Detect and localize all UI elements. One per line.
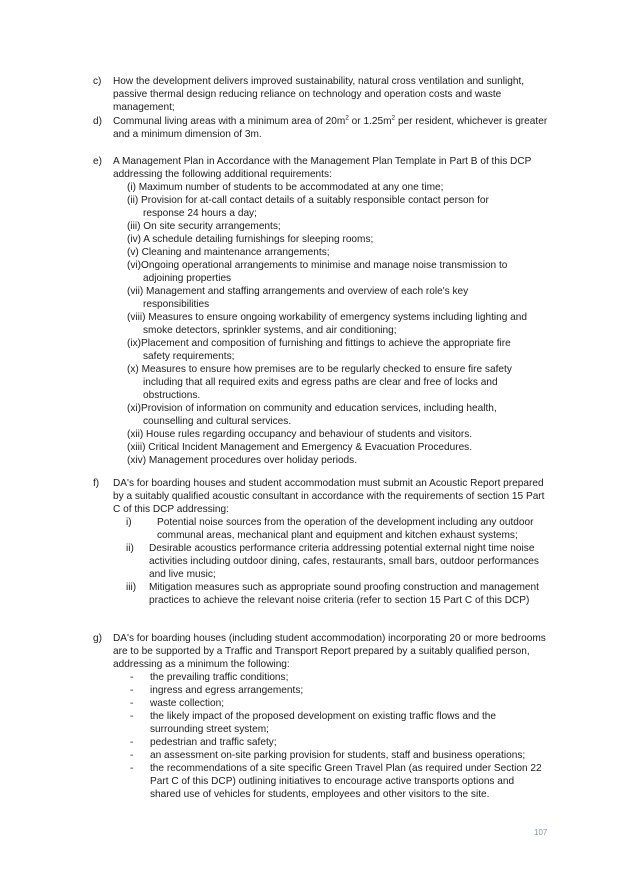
- f-sub-i: i) Potential noise sources from the operation of the development including any outdoor communal areas, mechanical plant and equipment and kitchen exhaust systems;: [126, 517, 534, 541]
- g-bullet-2: - ingress and egress arrangements;: [130, 685, 304, 696]
- e-sub-xi: (xi)Provision of information on community and education services, including health, counselling and cultural services.: [127, 403, 497, 427]
- item-c-text: How the development delivers improved sustainability, natural cross ventilation and sunlight, passive thermal design reducing reliance on technology and operation costs and waste management;: [113, 76, 525, 113]
- item-e: [93, 155, 553, 181]
- e-sub-xiii: (xiii) Critical Incident Management and Emergency & Evacuation Procedures.: [127, 442, 473, 453]
- f-sub-ii: ii) Desirable acoustics performance criteria addressing potential external night time noise activities including outdoor dining, cafes, restaurants, small bars, outdoor performances and live music;: [126, 543, 539, 580]
- e-sub-viii: (viii) Measures to ensure ongoing workability of emergency systems including lighting and smoke detectors, sprinkler systems, and air conditioning;: [127, 312, 528, 336]
- item-f: [93, 477, 553, 516]
- item-f-text: DA's for boarding houses and student accommodation must submit an Acoustic Report prepared by a suitably qualified acoustic consultant in accordance with the requirements of section 15 Part C of this DCP addressing:: [113, 478, 545, 515]
- e-sub-xiv: (xiv) Management procedures over holiday periods.: [127, 455, 358, 466]
- f-sub-iii: iii) Mitigation measures such as appropriate sound proofing construction and management practices to achieve the relevant noise criteria (refer to section 15 Part C of this DCP): [126, 582, 539, 606]
- f-sub-list: [126, 516, 546, 607]
- e-sub-iii: (iii) On site security arrangements;: [127, 221, 281, 232]
- item-g-label: g): [93, 633, 102, 644]
- e-sub-ii: (ii) Provision for at-call contact details of a suitably responsible contact person for response 24 hours a day;: [127, 195, 489, 219]
- page-number: 107: [534, 828, 548, 837]
- g-bullet-5: - pedestrian and traffic safety;: [130, 737, 277, 748]
- e-sub-xii: (xii) House rules regarding occupancy and behaviour of students and visitors.: [127, 429, 473, 440]
- item-g: [93, 632, 553, 671]
- item-f-label: f): [93, 478, 100, 489]
- e-sub-vi: (vi)Ongoing operational arrangements to minimise and manage noise transmission to adjoining properties: [127, 260, 508, 284]
- e-sub-i: (i) Maximum number of students to be accommodated at any one time;: [127, 182, 444, 193]
- e-sub-v: (v) Cleaning and maintenance arrangements;: [127, 247, 330, 258]
- e-sub-ix: (ix)Placement and composition of furnishing and fittings to achieve the appropriate fire safety requirements;: [127, 338, 511, 362]
- g-bullet-3: - waste collection;: [130, 698, 225, 709]
- item-d: [93, 115, 553, 141]
- item-d-text: Communal living areas with a minimum area of $20m^2$ or $1.25m^2$ per resident, whichever is greater and a minimum dimension of 3m.: [113, 114, 548, 140]
- item-d-label: d): [93, 116, 102, 127]
- item-g-text: DA's for boarding houses (including student accommodation) incorporating 20 or more bedrooms are to be supported by a Traffic and Transport Report prepared by a suitably qualified person, addressing as a minimum the following:: [113, 633, 546, 670]
- item-e-text: A Management Plan in Accordance with the Management Plan Template in Part B of this DCP addressing the following additional requirements:: [113, 156, 532, 180]
- g-bullet-7: - the recommendations of a site specific Green Travel Plan (as required under Section 22 Part C of this DCP) outlining initiatives to encourage active transports options and shared use of vehicles for students, employees and other visitors to the site.: [130, 763, 542, 800]
- item-e-label: e): [93, 156, 102, 167]
- g-bullet-6: - an assessment on-site parking provision for students, staff and business operations;: [130, 750, 526, 761]
- e-sub-vii: (vii) Management and staffing arrangements and overview of each role's key responsibilities: [127, 286, 469, 310]
- e-sub-list: [127, 181, 557, 467]
- e-sub-x: (x) Measures to ensure how premises are to be regularly checked to ensure fire safety including that all required exits and egress paths are clear and free of locks and obstructions.: [127, 364, 512, 401]
- e-sub-iv: (iv) A schedule detailing furnishings for sleeping rooms;: [127, 234, 374, 245]
- g-bullet-4: - the likely impact of the proposed development on existing traffic flows and the surrounding street system;: [130, 711, 497, 735]
- g-bullet-1: - the prevailing traffic conditions;: [130, 672, 289, 683]
- item-c: [93, 75, 553, 114]
- item-c-label: c): [93, 76, 102, 87]
- g-bullet-list: [130, 671, 546, 801]
